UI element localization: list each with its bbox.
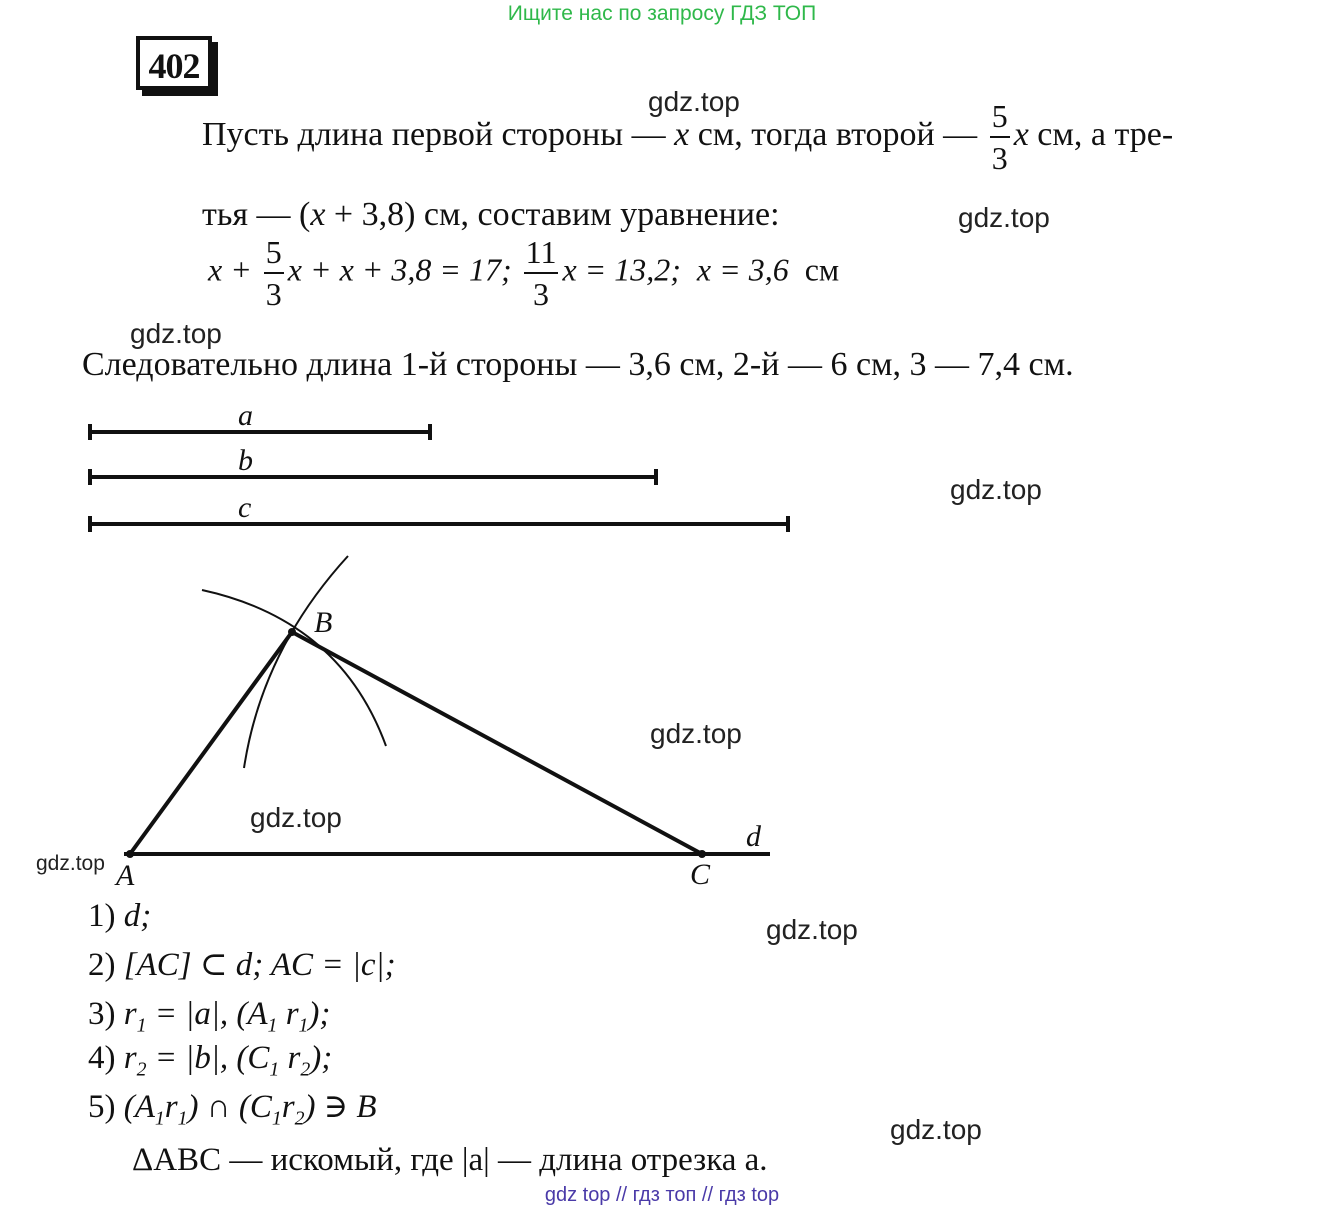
point-B-label: B [314,606,333,639]
watermark: gdz.top [648,86,740,117]
watermark: gdz.top [950,474,1042,505]
segment-c [90,516,788,532]
side-AB [130,632,292,854]
line-d-label: d [746,820,761,853]
solution-line-2: тья — (x + 3,8) см, составим уравнение: [202,196,780,233]
fraction: $\frac{11}{3}$ [525,234,557,312]
solution-line-1: Пусть длина первой стороны — x см, тогда второй — $\frac{5}{3}$ x см, а тре- [202,98,1174,176]
watermark: gdz.top [958,202,1050,233]
watermark: gdz.top [36,852,105,875]
watermark: gdz.top [766,914,858,945]
watermark: gdz.top [250,802,342,833]
fraction: $\frac{5}{3}$ [991,98,1008,176]
segment-a [90,424,430,440]
segment-a-label: a [238,399,253,432]
side-BC [292,632,702,854]
segment-b [90,469,656,485]
fraction: $\frac{5}{3}$ [265,234,282,312]
conclusion: Следовательно длина 1-й стороны — 3,6 см, 2-й — 6 см, 3 — 7,4 см. [82,346,1074,383]
watermark: gdz.top [650,718,742,749]
footer-banner: gdz top // гдз топ // гдз top [544,1184,780,1206]
point-A [126,850,134,858]
watermark: gdz.top [130,318,222,349]
segment-c-label: c [238,491,252,524]
step-5: 5) $(A_1r_1)$ ∩ $(C_1r_2)$ ∋ B [88,1089,377,1130]
problem-number: 402 [136,36,212,90]
equation: x + $\frac{5}{3}$ x + x + 3,8 = 17; $\frac{11}{3}$ x = 13,2; x = 3,6 см [208,234,840,312]
point-A-label: A [116,859,135,892]
step-4: 4) $r_2 = |b|$, ($C_1$ $r_2$); [88,1040,333,1081]
segment-b-label: b [238,444,253,477]
step-2: 2) [AC] ⊂ d; AC = |c|; [88,947,396,983]
point-C [698,850,706,858]
step-3: 3) $r_1 = |a|$, ($A_1$ $r_1$); [88,996,331,1037]
watermark: gdz.top [890,1114,982,1145]
step-1: 1) d; [88,898,152,934]
final-answer: ΔABC — искомый, где |a| — длина отрезка a. [132,1142,768,1178]
point-B [288,628,296,636]
header-banner: Ищите нас по запросу ГДЗ ТОП [507,2,817,25]
point-C-label: C [690,858,711,891]
arc-a-radius [244,556,348,768]
